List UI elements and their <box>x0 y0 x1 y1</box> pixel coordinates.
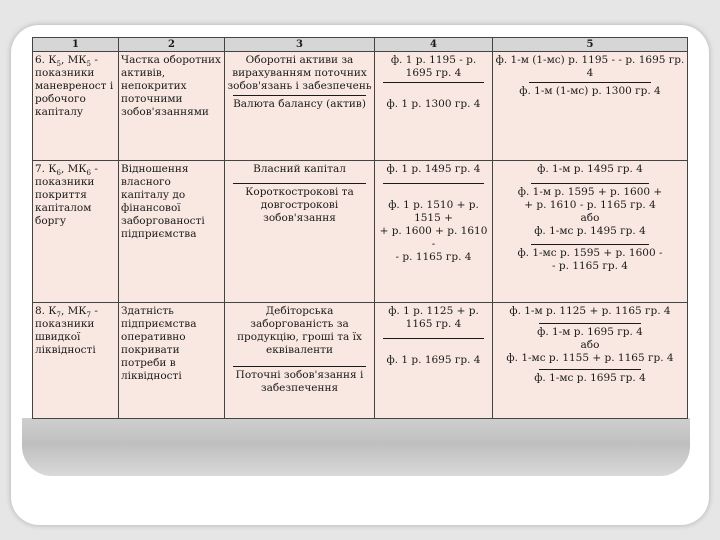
header-col-5: 5 <box>493 38 688 52</box>
formula-numerator: Оборотні активи за вирахуванням поточних зобов'язань і забезпечень <box>227 54 372 92</box>
calc-numerator: ф. 1 р. 1495 гр. 4 <box>386 163 481 175</box>
or-label: або <box>580 212 600 224</box>
formula-denominator: Валюта балансу (актив) <box>233 98 366 110</box>
formula-cell <box>225 161 375 303</box>
fraction-line <box>233 366 366 367</box>
fraction-line <box>233 95 366 96</box>
calc-form1-cell <box>375 52 493 161</box>
calc-denominator: - <box>431 238 436 250</box>
calc-denominator: ф. 1-мс р. 1695 гр. 4 <box>534 372 646 384</box>
calc-denominator: ф. 1-м р. 1595 + р. 1600 + <box>517 186 663 198</box>
fraction-line <box>531 183 649 184</box>
formula-cell <box>225 303 375 419</box>
calc-denominator: ф. 1-мс р. 1595 + р. 1600 - <box>517 247 663 259</box>
calc-denominator: ф. 1-м р. 1695 гр. 4 <box>537 326 643 338</box>
fraction-line <box>531 244 649 245</box>
formula-cell <box>225 52 375 161</box>
calc-denominator: - р. 1165 гр. 4 <box>552 260 628 272</box>
calc-form1m-cell <box>493 303 688 419</box>
indicator-cell: 6. $К_5$, $МК_5$ - показники маневреност і робочого капіталу <box>33 52 119 161</box>
fraction-line <box>383 338 484 339</box>
header-col-4: 4 <box>375 38 493 52</box>
calc-denominator: + р. 1610 - р. 1165 гр. 4 <box>524 199 656 211</box>
calc-denominator: ф. 1 р. 1300 гр. 4 <box>386 98 481 110</box>
calc-numerator: ф. 1-мс р. 1155 + р. 1165 гр. 4 <box>506 352 674 364</box>
calc-denominator: ф. 1 р. 1510 + р. 1515 + <box>388 199 479 224</box>
calc-form1-cell <box>375 303 493 419</box>
header-col-2: 2 <box>119 38 225 52</box>
table-row <box>33 161 688 303</box>
calc-form1m-cell <box>493 52 688 161</box>
fraction-line <box>233 183 366 184</box>
table-row <box>33 303 688 419</box>
description-cell: Здатність підприємства оперативно покривати потреби в ліквідності <box>119 303 225 419</box>
slide-bottom-band <box>22 418 690 476</box>
indicator-cell: 8. $К_7$, $МК_7$ - показники швидкої ліквідності <box>33 303 119 419</box>
formula-numerator: Власний капітал <box>253 163 346 175</box>
indicators-table <box>32 37 688 419</box>
fraction-line <box>529 82 651 83</box>
calc-numerator: ф. 1-мс р. 1495 гр. 4 <box>534 225 646 237</box>
calc-form1m-cell <box>493 161 688 303</box>
fraction-line <box>383 183 484 184</box>
formula-denominator: Короткострокові та довгострокові зобов'язання <box>245 186 354 224</box>
calc-denominator: ф. 1 р. 1695 гр. 4 <box>386 354 481 366</box>
indicator-cell: 7. $К_6$, $МК_6$ - показники покриття капіталом боргу <box>33 161 119 303</box>
header-row <box>33 38 688 52</box>
or-label: або <box>580 339 600 351</box>
calc-numerator: ф. 1-м р. 1495 гр. 4 <box>537 163 643 175</box>
calc-numerator: ф. 1-м (1-мс) р. 1195 - - р. 1695 гр. 4 <box>495 54 685 79</box>
formula-denominator: Поточні зобов'язання і забезпечення <box>235 369 364 394</box>
calc-numerator: ф. 1-м р. 1125 + р. 1165 гр. 4 <box>509 305 671 317</box>
table-row <box>33 52 688 161</box>
fraction-line <box>539 369 641 370</box>
calc-numerator: ф. 1 р. 1195 - р. 1695 гр. 4 <box>390 54 477 79</box>
description-cell: Відношення власного капіталу до фінансової заборгованості підприємства <box>119 161 225 303</box>
description-cell: Частка оборотних активів, непокритих поточними зобов'язаннями <box>119 52 225 161</box>
header-col-3: 3 <box>225 38 375 52</box>
calc-denominator: - р. 1165 гр. 4 <box>395 251 472 263</box>
formula-numerator: Дебіторська заборгованість за продукцію, гроші та їх еквіваленти <box>237 305 362 356</box>
calc-denominator: ф. 1-м (1-мс) р. 1300 гр. 4 <box>519 85 661 97</box>
fraction-line <box>383 82 484 83</box>
header-col-1: 1 <box>33 38 119 52</box>
calc-denominator: + р. 1600 + р. 1610 <box>379 225 488 237</box>
calc-form1-cell <box>375 161 493 303</box>
calc-numerator: ф. 1 р. 1125 + р. 1165 гр. 4 <box>388 305 479 330</box>
fraction-line <box>539 323 641 324</box>
